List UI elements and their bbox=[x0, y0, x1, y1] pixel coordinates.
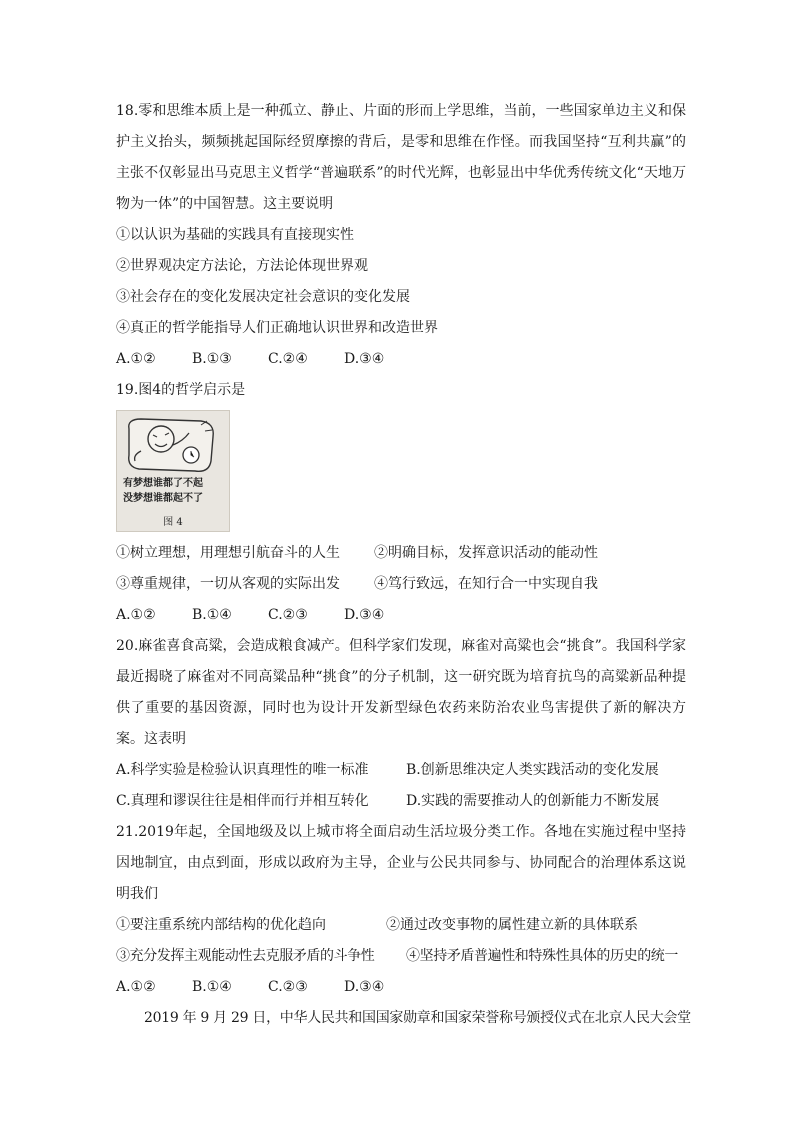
q19-answers bbox=[116, 600, 686, 631]
q21-answers bbox=[116, 972, 686, 1003]
q20-options-row-1 bbox=[116, 755, 686, 786]
q19-options-row-1 bbox=[116, 538, 686, 569]
q18-option-2: ②世界观决定方法论，方法论体现世界观 bbox=[116, 258, 368, 274]
material-paragraph: 2019 年 9 月 29 日，中华人民共和国国家勋章和国家荣誉称号颁授仪式在北京人民大会堂 bbox=[144, 1010, 691, 1026]
q19-answer-a: A.①② bbox=[116, 607, 156, 623]
q20-option-d: D.实践的需要推动人的创新能力不断发展 bbox=[406, 793, 660, 809]
q19-option-2: ②明确目标，发挥意识活动的能动性 bbox=[374, 545, 598, 561]
q21-option-1: ①要注重系统内部结构的优化趋向 bbox=[116, 917, 326, 933]
cartoon-text-line-1: 有梦想谁都了不起 bbox=[123, 478, 203, 489]
q21-answer-a: A.①② bbox=[116, 979, 156, 995]
q20-option-b: B.创新思维决定人类实践活动的变化发展 bbox=[406, 762, 659, 778]
q18-answer-b: B.①③ bbox=[192, 351, 232, 367]
q21-option-3: ③充分发挥主观能动性去克服矛盾的斗争性 bbox=[116, 948, 375, 964]
q19-answer-c: C.②③ bbox=[268, 607, 308, 623]
q19-option-1: ①树立理想，用理想引航奋斗的人生 bbox=[116, 545, 340, 561]
q18-answer-a: A.①② bbox=[116, 351, 156, 367]
q20-stem: 20.麻雀喜食高粱，会造成粮食减产。但科学家们发现，麻雀对高粱也会“挑食”。我国科学家最近揭晓了麻雀对不同高粱品种“挑食”的分子机制，这一研究既为培育抗鸟的高粱新品种提供了重要的基因资源，同时也为设计开发新型绿色农药来防治农业鸟害提供了新的解决方案。这表明 bbox=[116, 638, 686, 747]
q21-options-row-2 bbox=[116, 941, 686, 972]
q18-option-3: ③社会存在的变化发展决定社会意识的变化发展 bbox=[116, 289, 410, 305]
q21-options-row-1 bbox=[116, 910, 686, 941]
q20-option-c: C.真理和谬误往往是相伴而行并相互转化 bbox=[116, 793, 369, 809]
q19-stem: 19.图4的哲学启示是 bbox=[116, 382, 246, 398]
q18-option-1: ①以认识为基础的实践具有直接现实性 bbox=[116, 227, 354, 243]
cartoon-text-line-2: 没梦想谁都起不了 bbox=[123, 493, 203, 504]
q19-options-row-2 bbox=[116, 569, 686, 600]
q21-option-2: ②通过改变事物的属性建立新的具体联系 bbox=[386, 917, 638, 933]
q20-options-row-2 bbox=[116, 786, 686, 817]
q18-answer-c: C.②④ bbox=[268, 351, 308, 367]
figure-caption: 图 4 bbox=[163, 517, 183, 528]
q19-option-4: ④笃行致远，在知行合一中实现自我 bbox=[374, 576, 598, 592]
q21-option-4: ④坚持矛盾普遍性和特殊性具体的历史的统一 bbox=[406, 948, 678, 964]
q18-answers bbox=[116, 344, 686, 375]
q18-stem: 18.零和思维本质上是一种孤立、静止、片面的形而上学思维，当前，一些国家单边主义和保护主义抬头，频频挑起国际经贸摩擦的背后，是零和思维在作怪。而我国坚持“互利共赢”的主张不仅彰显出马克思主义哲学“普遍联系”的时代光辉，也彰显出中华优秀传统文化“天地万物为一体”的中国智慧。这主要说明 bbox=[116, 103, 686, 212]
q19-option-3: ③尊重规律，一切从客观的实际出发 bbox=[116, 576, 340, 592]
q21-answer-c: C.②③ bbox=[268, 979, 308, 995]
page-content bbox=[116, 96, 691, 1034]
q21-answer-d: D.③④ bbox=[344, 979, 385, 995]
q19-answer-d: D.③④ bbox=[344, 607, 385, 623]
cartoon-figure bbox=[116, 410, 230, 532]
q21-stem: 21.2019年起，全国地级及以上城市将全面启动生活垃圾分类工作。各地在实施过程中坚持因地制宜，由点到面，形成以政府为主导，企业与公民共同参与、协同配合的治理体系这说明我们 bbox=[116, 824, 686, 902]
q21-answer-b: B.①④ bbox=[192, 979, 232, 995]
q18-option-4: ④真正的哲学能指导人们正确地认识世界和改造世界 bbox=[116, 320, 438, 336]
q18-answer-d: D.③④ bbox=[344, 351, 385, 367]
q19-answer-b: B.①④ bbox=[192, 607, 232, 623]
q20-option-a: A.科学实验是检验认识真理性的唯一标准 bbox=[116, 762, 369, 778]
